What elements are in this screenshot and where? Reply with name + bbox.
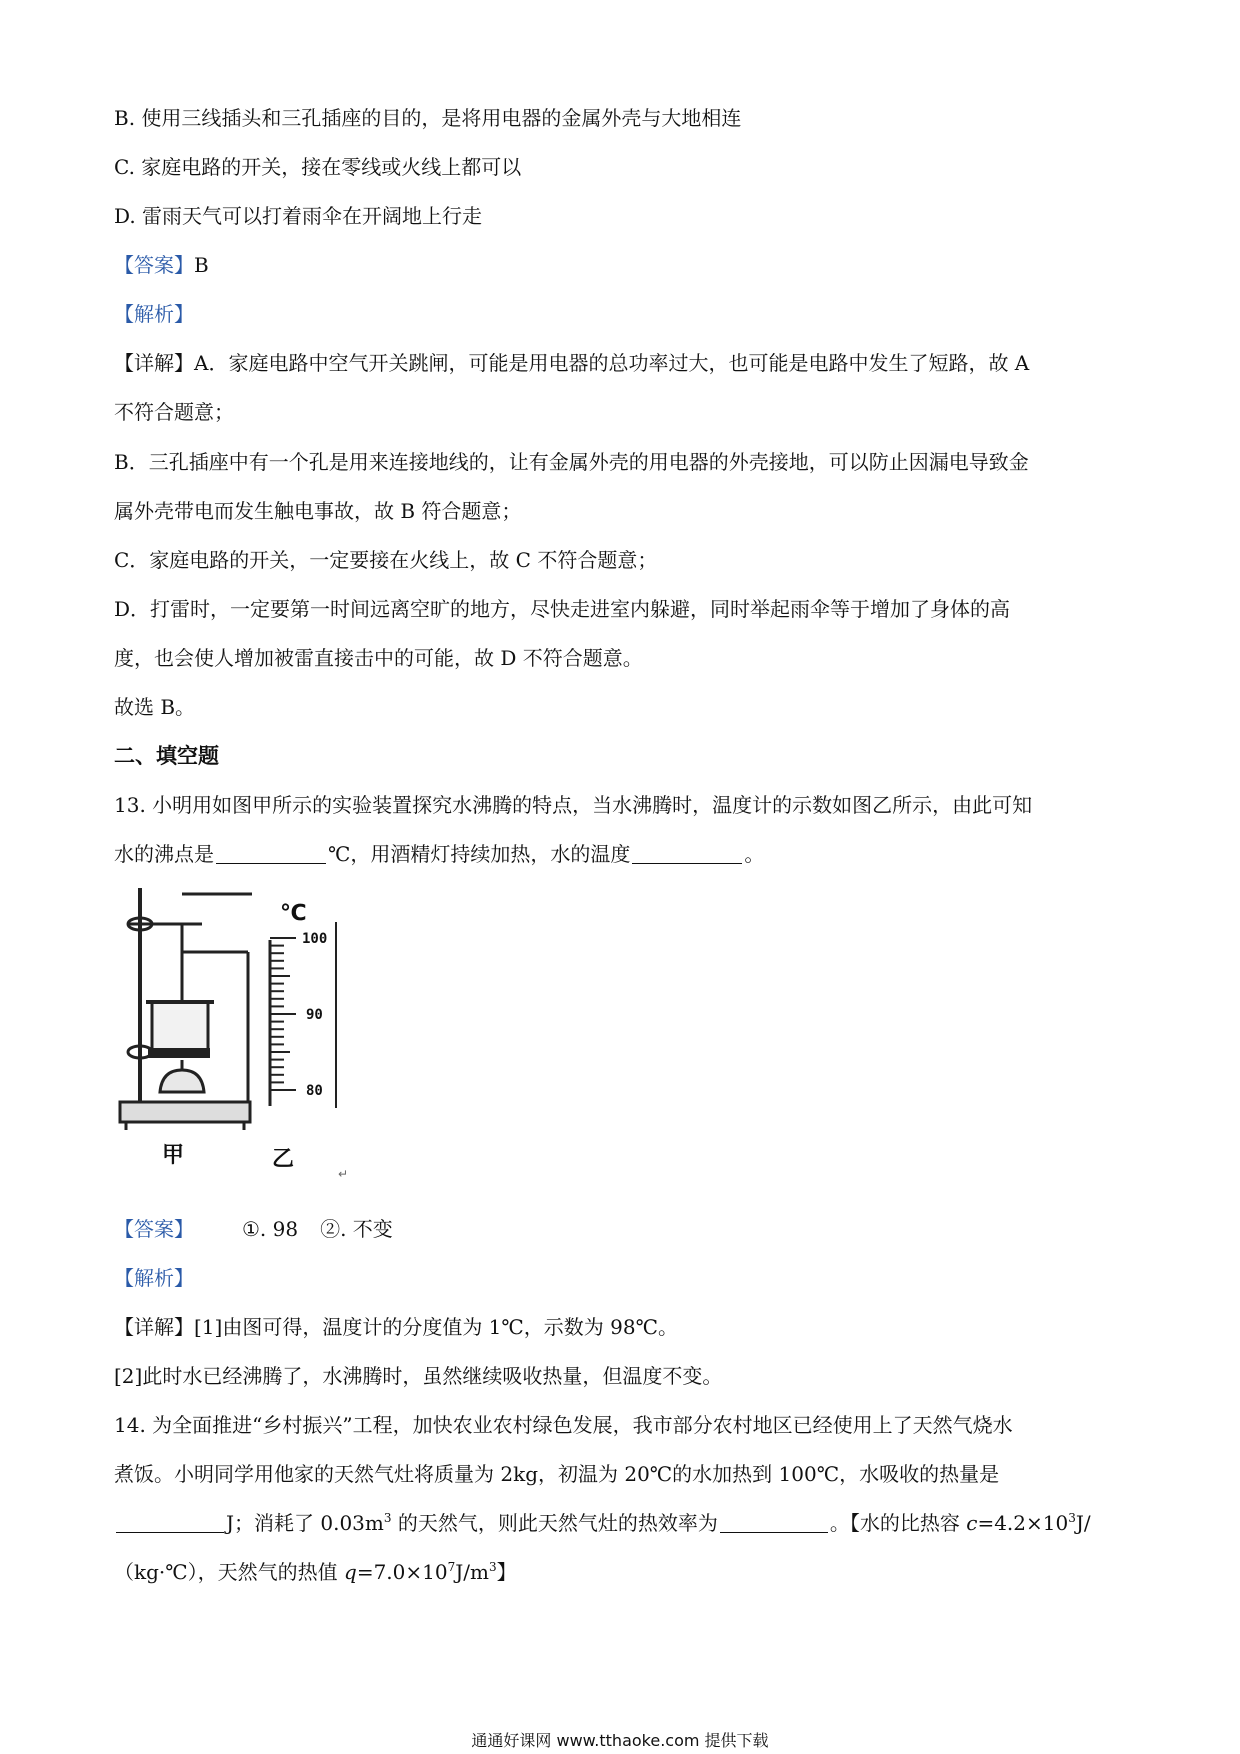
q14-line-3a: J；消耗了 0.03m (226, 1511, 384, 1535)
q14-line-2: 煮饭。小明同学用他家的天然气灶将质量为 2kg，初温为 20℃的水加热到 100℃，水吸收的热量是 (114, 1462, 1000, 1486)
q13-stem-2c: 。 (744, 842, 765, 866)
q14-line-4a: （kg·℃），天然气的热值 (114, 1560, 345, 1584)
figure-label-yi: 乙 (272, 1147, 295, 1172)
q14-line-4c: J/m (455, 1560, 489, 1584)
answer-tag: 【答案】 (114, 253, 194, 277)
section-title: 二、填空题 (114, 744, 219, 768)
q12-detail-2: 不符合题意； (114, 400, 234, 424)
q13-stem-2a: 水的沸点是 (114, 842, 214, 866)
q14-line-3e: J/ (1075, 1511, 1091, 1535)
tick-label-100: 100 (302, 931, 328, 947)
q12-option-d: D. 雷雨天气可以打着雨伞在开阔地上行走 (114, 204, 483, 228)
q12-option-b: B. 使用三线插头和三孔插座的目的，是将用电器的金属外壳与大地相连 (114, 106, 742, 130)
q13-analysis-tag: 【解析】 (114, 1266, 194, 1290)
q14-var-q: q (344, 1560, 357, 1584)
answer-1: ①. 98 (242, 1217, 299, 1241)
q14-var-c: c (966, 1511, 978, 1535)
q14-sup: 3 (383, 1511, 392, 1525)
q12-detail-1: 【详解】A．家庭电路中空气开关跳闸，可能是用电器的总功率过大，也可能是电路中发生了短路，故 A (114, 351, 1030, 375)
footer-text: 通通好课网 www.tthaoke.com 提供下载 (471, 1731, 769, 1750)
q14-line-3d: =4.2×10 (977, 1511, 1069, 1535)
q14-line-1: 14. 为全面推进“乡村振兴”工程，加快农业农村绿色发展，我市部分农村地区已经使用上了天然气烧水 (114, 1413, 1013, 1437)
q12-detail-7: 度，也会使人增加被雷直接击中的可能，故 D 不符合题意。 (114, 646, 643, 670)
q12-detail-4: 属外壳带电而发生触电事故，故 B 符合题意； (114, 499, 522, 523)
answer-blank-4 (720, 1512, 828, 1533)
beaker (152, 1002, 208, 1052)
q13-detail-1: 【详解】[1]由图可得，温度计的分度值为 1℃，示数为 98℃。 (114, 1315, 678, 1339)
q13-stem-2b: ℃，用酒精灯持续加热，水的温度 (328, 842, 631, 866)
q14-line-3c: 。【水的比热容 (829, 1511, 967, 1535)
q13-stem-1: 13. 小明用如图甲所示的实验装置探究水沸腾的特点，当水沸腾时，温度计的示数如图乙所示，由此可知 (114, 793, 1033, 817)
answer-2: ②. 不变 (320, 1217, 393, 1241)
q12-answer (114, 251, 209, 279)
q12-conclusion: 故选 B。 (114, 695, 196, 719)
q14-line-4b: =7.0×10 (356, 1560, 448, 1584)
apparatus-illustration (112, 880, 402, 1185)
q13-detail-2: [2]此时水已经沸腾了，水沸腾时，虽然继续吸收热量，但温度不变。 (114, 1364, 723, 1388)
q12-detail-6: D．打雷时，一定要第一时间远离空旷的地方，尽快走进室内躲避，同时举起雨伞等于增加了身体的高 (114, 597, 1011, 621)
answer-blank-3 (116, 1512, 224, 1533)
q14-sup: 3 (1068, 1511, 1076, 1525)
tick-label-80: 80 (306, 1083, 323, 1099)
q12-analysis-tag: 【解析】 (114, 302, 194, 326)
q14-line-3b: 的天然气，则此天然气灶的热效率为 (391, 1511, 718, 1535)
q12-detail-3: B．三孔插座中有一个孔是用来连接地线的，让有金属外壳的用电器的外壳接地，可以防止因漏电导致金 (114, 450, 1029, 474)
alcohol-lamp (160, 1070, 204, 1092)
answer-blank-2 (632, 843, 742, 864)
q14-sup: 7 (447, 1560, 456, 1574)
stand-base (120, 1102, 250, 1122)
q14-line-4 (114, 1558, 517, 1586)
unit-label: ℃ (280, 901, 307, 926)
figure-label-jia: 甲 (162, 1143, 185, 1168)
q13-answer (114, 1215, 393, 1243)
q14-sup: 3 (488, 1560, 497, 1574)
q14-line-4d: 】 (496, 1560, 517, 1584)
q14-line-3 (114, 1509, 1091, 1537)
paragraph-mark: ↵ (338, 1167, 349, 1181)
boiling-experiment-figure (112, 880, 402, 1185)
tick-label-90: 90 (306, 1007, 323, 1023)
answer-blank-1 (216, 843, 326, 864)
q12-detail-5: C．家庭电路的开关，一定要接在火线上，故 C 不符合题意； (114, 548, 658, 572)
q12-option-c: C. 家庭电路的开关，接在零线或火线上都可以 (114, 155, 522, 179)
answer-value: B (194, 253, 209, 277)
answer-tag: 【答案】 (114, 1217, 194, 1241)
q13-stem-2 (114, 840, 764, 868)
